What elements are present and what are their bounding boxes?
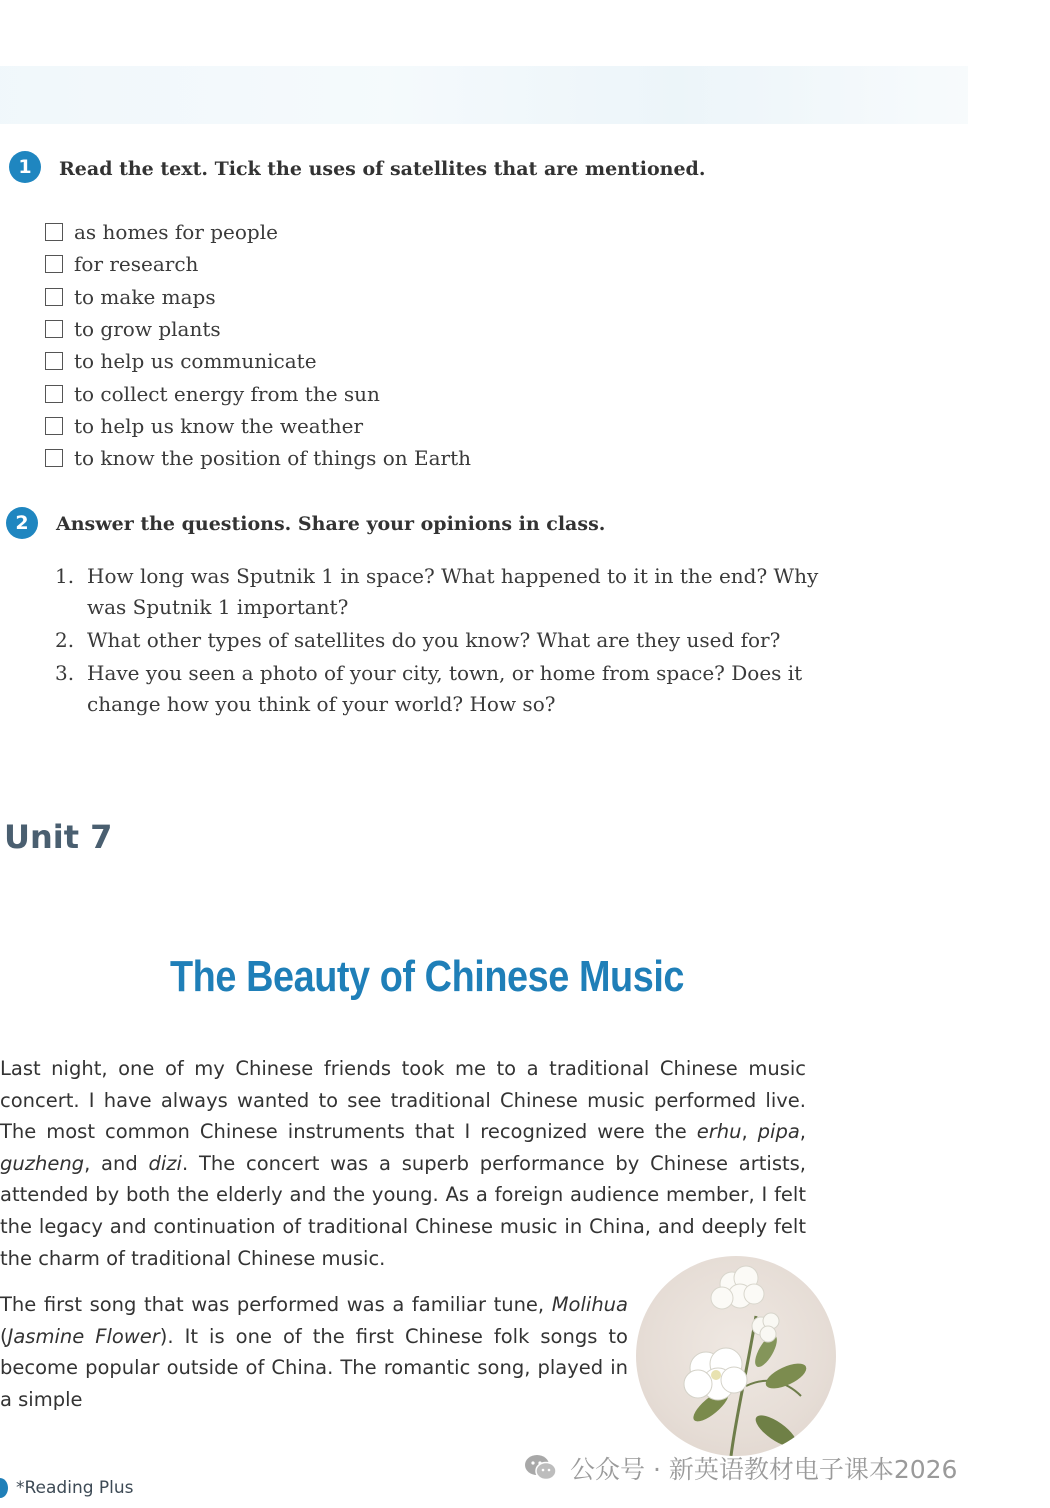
separator: , and [84,1151,149,1175]
reading-title: The Beauty of Chinese Music [170,952,685,1001]
checklist-item [45,216,471,248]
paragraph-text: ). It is one of the first Chinese folk songs to become popular outside of China. The romantic song, played in a simple [0,1324,628,1411]
song-title-english: Jasmine Flower [7,1324,160,1348]
separator: , [799,1120,806,1144]
question-text: What other types of satellites do you know? What are they used for? [87,628,781,652]
checkbox[interactable] [45,255,63,273]
question-item [55,561,825,623]
watermark [524,1450,957,1486]
checkbox[interactable] [45,417,63,435]
question-number: 2. [55,628,75,652]
checklist-item [45,248,471,280]
instrument-guzheng: guzheng [0,1151,85,1175]
checklist-item [45,345,471,377]
paragraph-text: Last night, one of my Chinese friends took me to a traditional Chinese music concert. I have always wanted to see traditional Chinese music performed live. The most common Chinese instruments that I recognized were the [0,1057,806,1144]
song-title: Molihua [551,1293,628,1316]
exercise-1-number-badge: 1 [9,151,41,183]
checkbox[interactable] [45,320,63,338]
exercise-2-number-badge: 2 [6,507,38,539]
checklist-item-label: to make maps [74,284,216,309]
footer-section-label: *Reading Plus [16,1478,134,1498]
question-text: How long was Sputnik 1 in space? What happened to it in the end? Why was Sputnik 1 important? [87,564,819,619]
checklist-item [45,281,471,313]
checkbox[interactable] [45,352,63,370]
paragraph-text: ( [0,1324,8,1348]
checklist-item-label: as homes for people [74,220,278,245]
question-number: 3. [55,661,75,685]
checkbox[interactable] [45,288,63,306]
checklist-item [45,410,471,442]
checklist-item-label: to help us know the weather [74,413,364,438]
checklist-item-label: for research [74,252,199,277]
paragraph-text: The first song that was performed was a familiar tune, [0,1293,552,1316]
header-banner [0,66,968,124]
checklist-item-label: to help us communicate [74,349,317,374]
satellite-uses-checklist [45,216,471,474]
checklist-item [45,377,471,409]
discussion-questions [55,561,825,722]
reading-paragraph-2 [0,1289,628,1415]
instrument-dizi: dizi [148,1151,182,1175]
question-number: 1. [55,564,75,588]
exercise-2-instruction: Answer the questions. Share your opinions in class. [56,513,606,535]
jasmine-flower-image [636,1256,836,1456]
separator: , [741,1120,758,1144]
checklist-item-label: to grow plants [74,317,221,342]
question-item [55,658,825,720]
checklist-item-label: to collect energy from the sun [74,381,380,406]
checklist-item-label: to know the position of things on Earth [74,446,471,471]
question-text: Have you seen a photo of your city, town, or home from space? Does it change how you think of your world? How so? [87,661,803,716]
reading-paragraph-1 [0,1053,806,1274]
checkbox[interactable] [45,385,63,403]
wechat-icon [524,1453,558,1483]
paragraph-text: . The concert was a superb performance by Chinese artists, attended by both the elderly and the young. As a foreign audience member, I felt the legacy and continuation of traditional Chinese music in China, and deeply felt the charm of traditional Chinese music. [0,1151,806,1270]
footer-marker [0,1478,8,1498]
instrument-erhu: erhu [696,1120,742,1144]
jasmine-flower-icon [636,1256,836,1456]
checklist-item [45,313,471,345]
watermark-text: 公众号 · 新英语教材电子课本2026 [570,1455,958,1484]
checkbox[interactable] [45,449,63,467]
checkbox[interactable] [45,223,63,241]
exercise-1-instruction: Read the text. Tick the uses of satellites that are mentioned. [59,158,706,180]
checklist-item [45,442,471,474]
unit-heading: Unit 7 [4,818,113,856]
question-item [55,625,825,656]
instrument-pipa: pipa [757,1120,800,1144]
